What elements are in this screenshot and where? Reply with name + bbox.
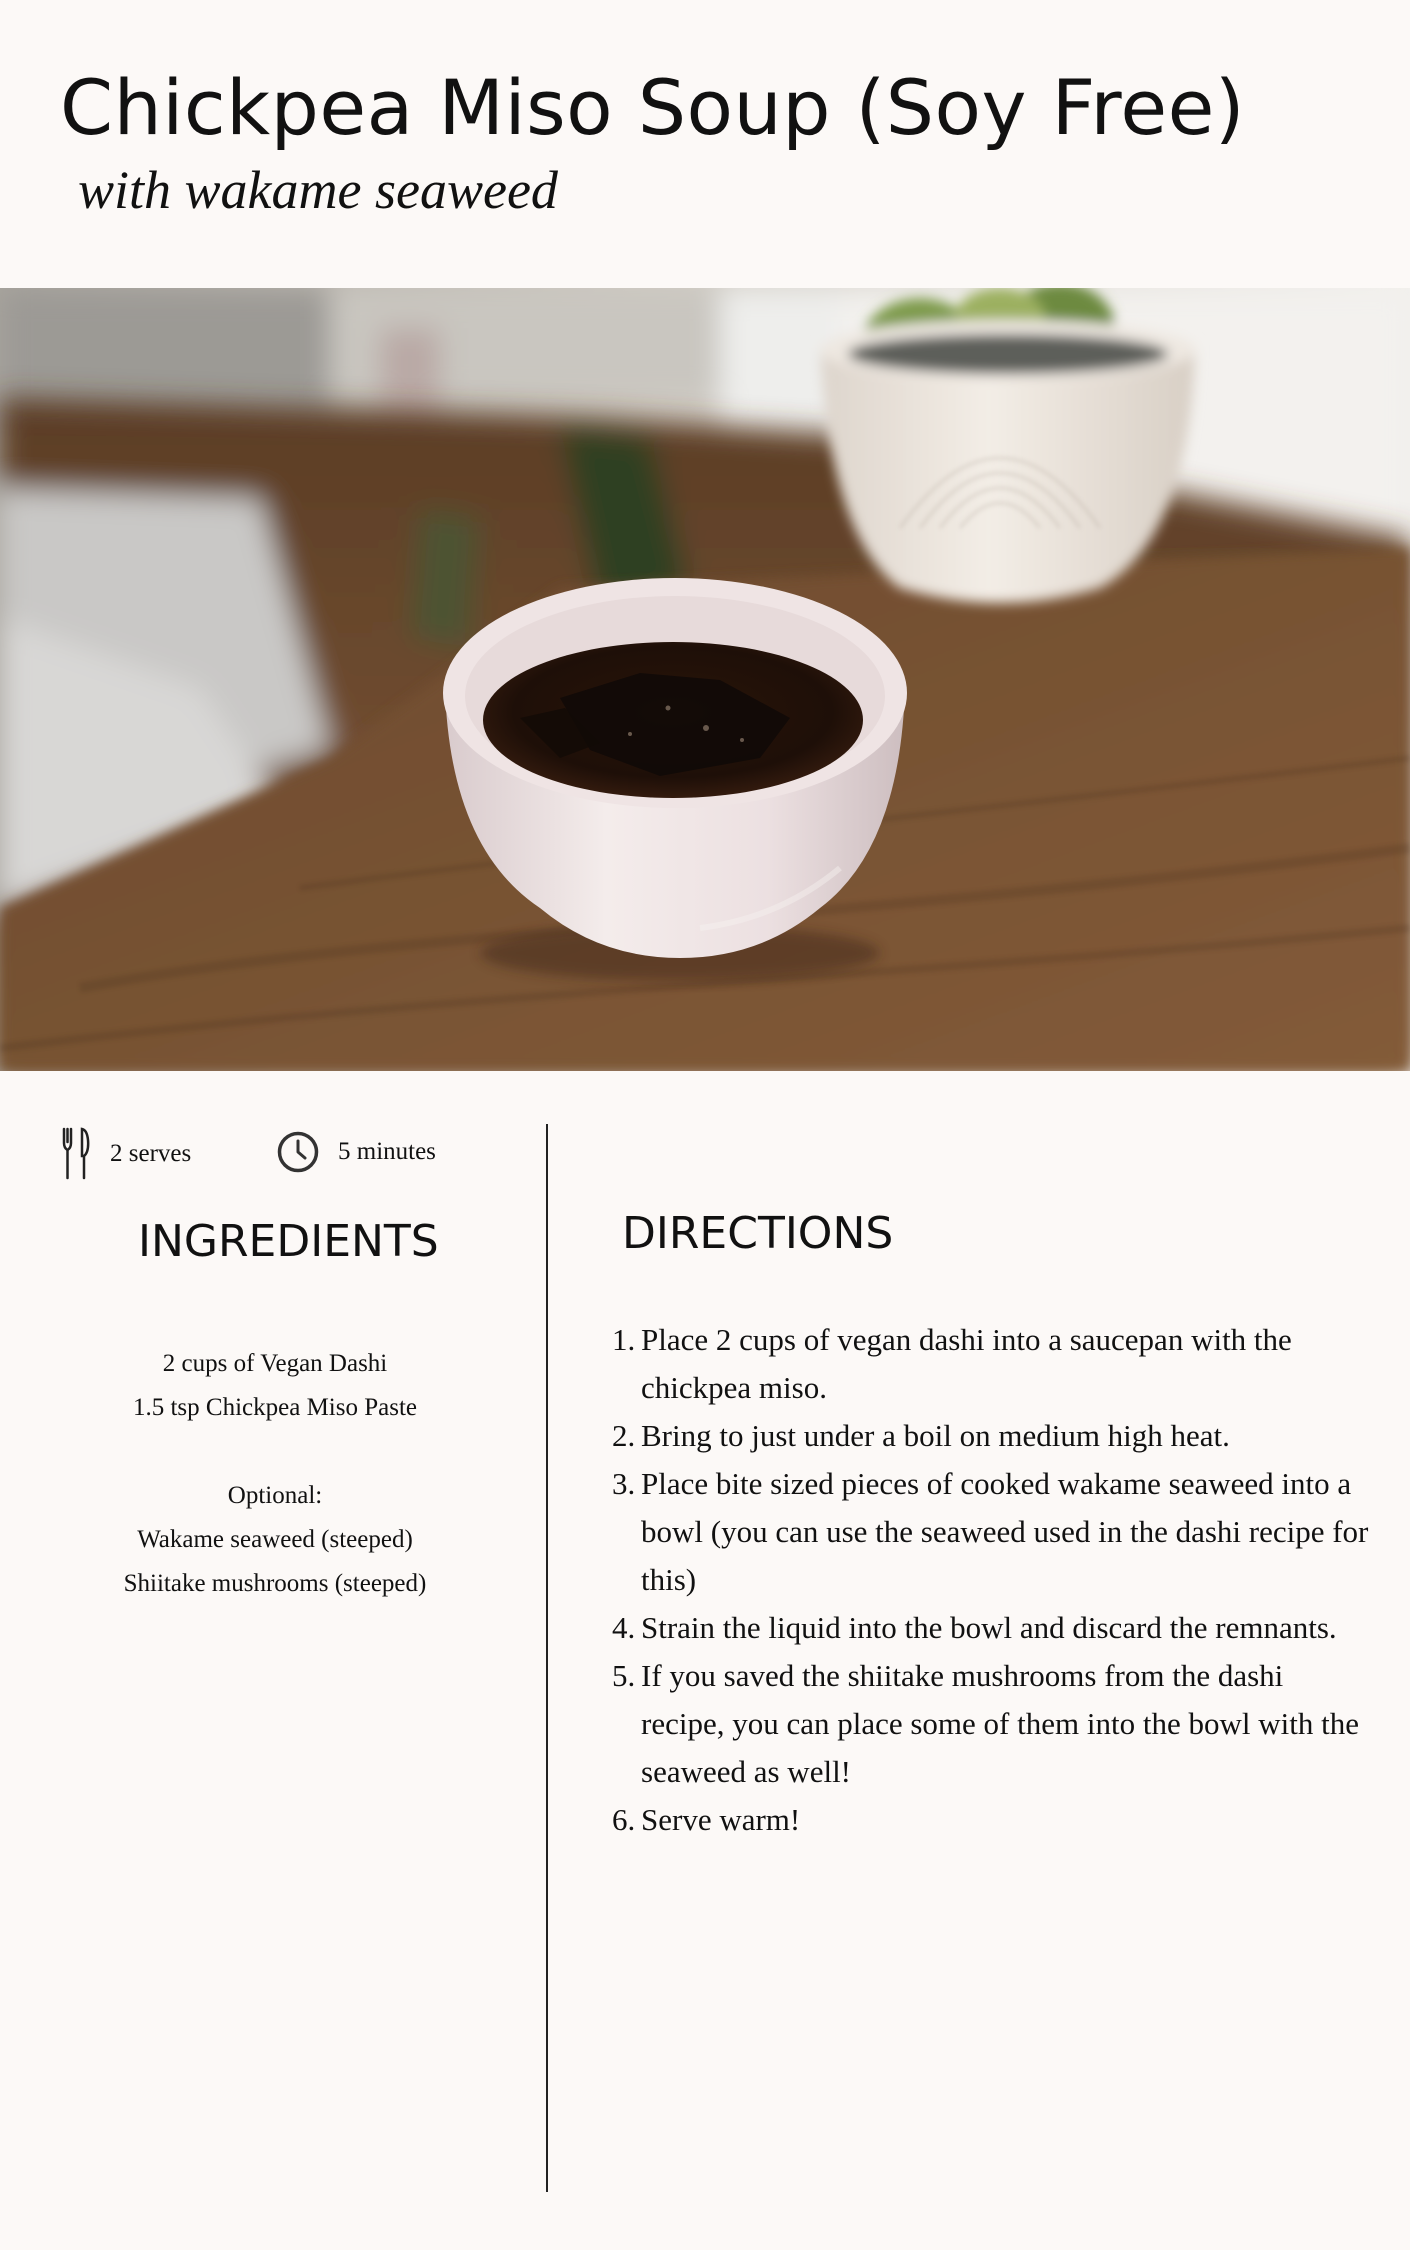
step-number: 2. — [612, 1418, 636, 1453]
time-text: 5 minutes — [338, 1138, 436, 1165]
direction-step — [612, 1412, 1372, 1460]
optional-ingredient-item: Shiitake mushrooms (steeped) — [123, 1570, 427, 1597]
fork-knife-icon — [62, 1126, 90, 1182]
optional-ingredient-item: Wakame seaweed (steeped) — [137, 1526, 413, 1553]
column-divider — [546, 1124, 548, 2192]
step-number: 4. — [612, 1610, 636, 1645]
directions-heading: DIRECTIONS — [622, 1208, 894, 1259]
recipe-title: Chickpea Miso Soup (Soy Free) — [60, 63, 1246, 152]
ingredient-spacer — [30, 1430, 520, 1474]
ingredient-item: 2 cups of Vegan Dashi — [162, 1350, 388, 1377]
directions-list — [612, 1316, 1372, 1844]
ingredient-item: 1.5 tsp Chickpea Miso Paste — [132, 1394, 417, 1421]
direction-step — [612, 1652, 1372, 1796]
servings-text: 2 serves — [110, 1140, 192, 1167]
ingredients-list — [30, 1342, 520, 1606]
recipe-subtitle: with wakame seaweed — [78, 160, 558, 220]
clock-icon — [276, 1130, 320, 1174]
step-text: If you saved the shiitake mushrooms from the dashi recipe, you can place some of them into the bowl with the seaweed as well! — [641, 1658, 1359, 1789]
direction-step — [612, 1604, 1372, 1652]
step-number: 3. — [612, 1466, 636, 1501]
step-text: Place 2 cups of vegan dashi into a saucepan with the chickpea miso. — [641, 1322, 1292, 1405]
step-text: Serve warm! — [641, 1802, 801, 1837]
step-text: Bring to just under a boil on medium high heat. — [641, 1418, 1230, 1453]
direction-step — [612, 1316, 1372, 1412]
optional-label: Optional: — [227, 1482, 323, 1509]
step-text: Place bite sized pieces of cooked wakame seaweed into a bowl (you can use the seaweed used in the dashi recipe for this) — [641, 1466, 1369, 1597]
hero-photo — [0, 288, 1410, 1071]
direction-step — [612, 1796, 1372, 1844]
step-text: Strain the liquid into the bowl and discard the remnants. — [641, 1610, 1337, 1645]
step-number: 6. — [612, 1802, 636, 1837]
ingredients-heading: INGREDIENTS — [138, 1216, 439, 1267]
direction-step — [612, 1460, 1372, 1604]
servings-info — [62, 1126, 191, 1182]
step-number: 5. — [612, 1658, 636, 1693]
time-info — [276, 1130, 436, 1174]
step-number: 1. — [612, 1322, 636, 1357]
